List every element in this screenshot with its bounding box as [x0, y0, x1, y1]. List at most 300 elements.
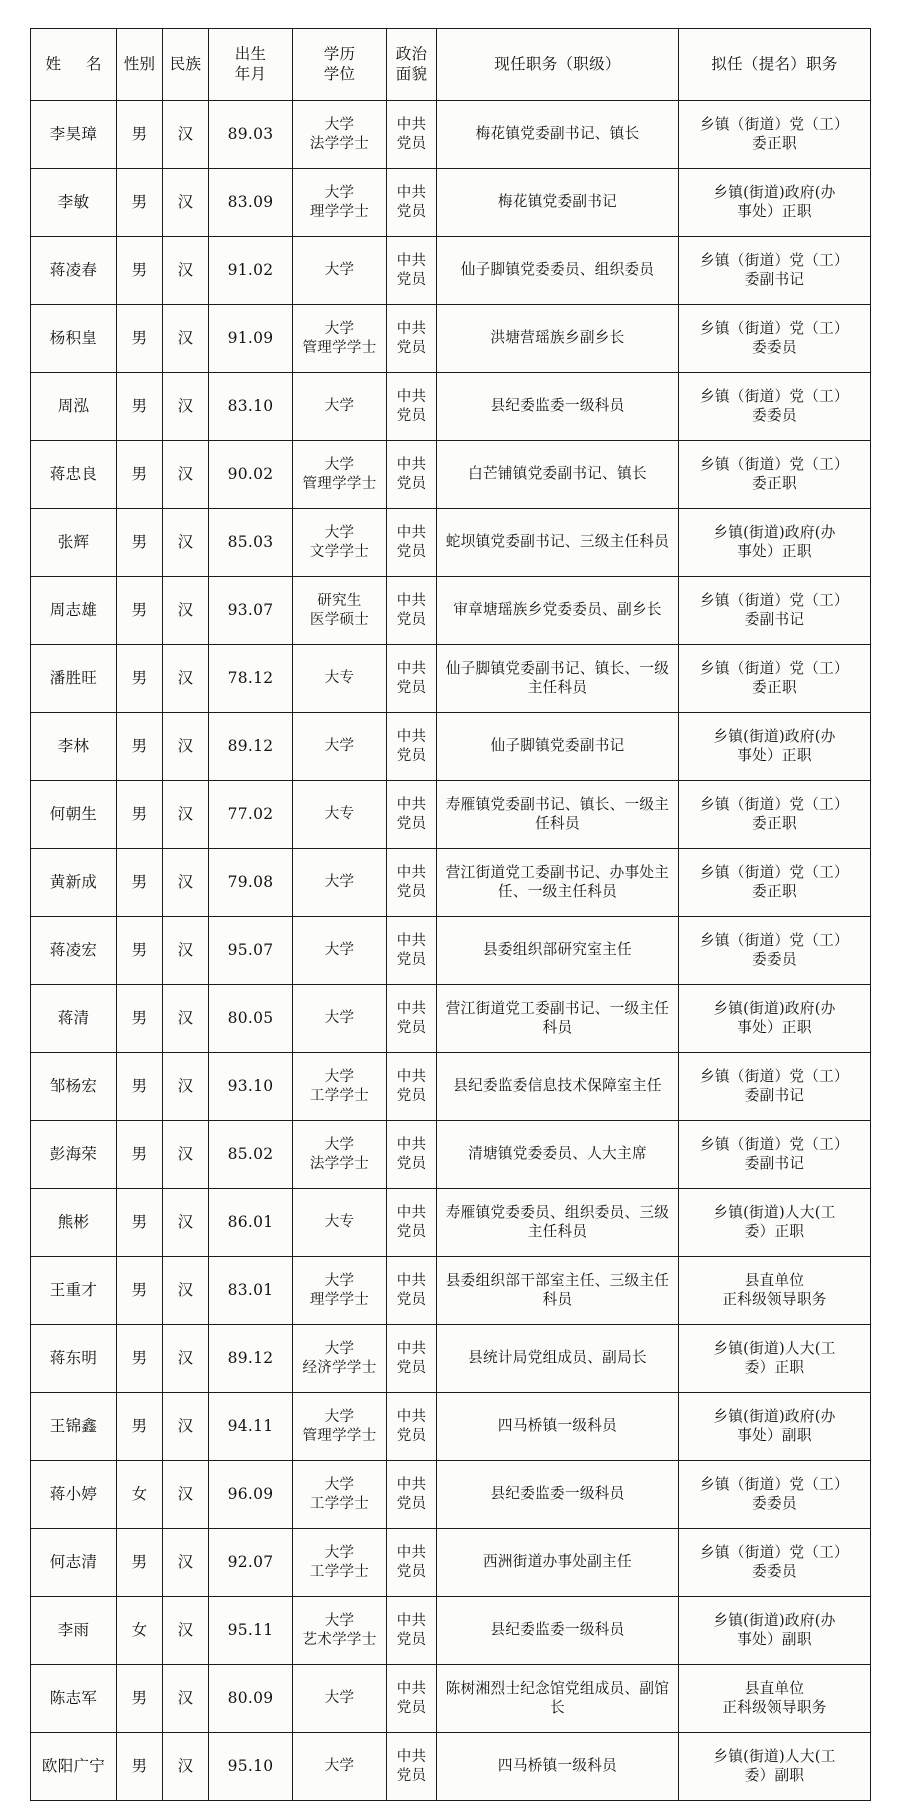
cell-proposed-position-line2: 事处）正职: [737, 746, 812, 764]
cell-education: [293, 1325, 387, 1393]
table-header: [31, 29, 871, 101]
cell-political-status: [387, 577, 437, 645]
cell-ethnicity: 汉: [163, 1529, 209, 1597]
cell-proposed-position-line1: 乡镇（街道）党（工）: [700, 795, 849, 813]
cell-political-status-line2: 党员: [396, 271, 427, 288]
cell-current-position: 梅花镇党委副书记: [437, 169, 679, 237]
cell-ethnicity: 汉: [163, 917, 209, 985]
cell-education: [293, 373, 387, 441]
cell-sex: 男: [117, 373, 163, 441]
table-row: [31, 1733, 871, 1801]
cell-name: 周志雄: [31, 577, 117, 645]
column-header-birth-line2: 年月: [234, 64, 267, 83]
cell-proposed-position-line2: 事处）副职: [737, 1630, 812, 1648]
cell-education-line1: 大学: [324, 116, 355, 133]
cell-ethnicity: 汉: [163, 849, 209, 917]
table-row: [31, 781, 871, 849]
cell-birth-date: 95.07: [209, 917, 293, 985]
cell-current-position: 营江街道党工委副书记、办事处主任、一级主任科员: [437, 849, 679, 917]
column-header-birth-line1: 出生: [234, 44, 267, 63]
cell-political-status: [387, 1665, 437, 1733]
cell-ethnicity: 汉: [163, 713, 209, 781]
cell-political-status: [387, 101, 437, 169]
cell-ethnicity: 汉: [163, 305, 209, 373]
cell-political-status-line2: 党员: [396, 1427, 427, 1444]
cell-education-line1: 大专: [324, 1214, 355, 1231]
cell-name: 潘胜旺: [31, 645, 117, 713]
cell-political-status-line2: 党员: [396, 543, 427, 560]
cell-proposed-position-line1: 乡镇（街道）党（工）: [700, 251, 849, 269]
cell-sex: 男: [117, 849, 163, 917]
cell-name: 蒋忠良: [31, 441, 117, 509]
cell-political-status-line2: 党员: [396, 203, 427, 220]
cell-ethnicity: 汉: [163, 169, 209, 237]
cell-name: 黄新成: [31, 849, 117, 917]
table-row: [31, 169, 871, 237]
cell-education: [293, 1053, 387, 1121]
cell-birth-date: 95.11: [209, 1597, 293, 1665]
cell-birth-date: 94.11: [209, 1393, 293, 1461]
cell-ethnicity: 汉: [163, 373, 209, 441]
cell-current-position: 县统计局党组成员、副局长: [437, 1325, 679, 1393]
cell-proposed-position-line2: 正科级领导职务: [722, 1290, 827, 1308]
cell-proposed-position-line1: 乡镇（街道）党（工）: [700, 863, 849, 881]
cell-current-position: 清塘镇党委委员、人大主席: [437, 1121, 679, 1189]
cell-birth-date: 92.07: [209, 1529, 293, 1597]
cell-education: [293, 1461, 387, 1529]
cell-birth-date: 89.12: [209, 1325, 293, 1393]
cell-ethnicity: 汉: [163, 1325, 209, 1393]
cell-proposed-position-line1: 乡镇（街道）党（工）: [700, 387, 849, 405]
cell-proposed-position: [679, 781, 871, 849]
cell-political-status: [387, 645, 437, 713]
cell-education-line1: 大学: [324, 1612, 355, 1629]
cell-proposed-position-line2: 委正职: [752, 134, 797, 152]
table-row: [31, 1665, 871, 1733]
cell-political-status-line2: 党员: [396, 1563, 427, 1580]
cell-ethnicity: 汉: [163, 101, 209, 169]
cell-education: [293, 713, 387, 781]
column-header-proposed-position-label: 拟任（提名）职务: [711, 54, 838, 73]
table-row: [31, 1121, 871, 1189]
cell-current-position: 县纪委监委一级科员: [437, 1597, 679, 1665]
cell-education-line1: 大学: [324, 262, 355, 279]
cell-political-status: [387, 1597, 437, 1665]
cell-education-line1: 大学: [324, 524, 355, 541]
column-header-sex-label: 性别: [123, 54, 156, 73]
cell-education-line1: 大学: [324, 1136, 355, 1153]
cell-political-status-line1: 中共: [396, 1408, 427, 1425]
cell-sex: 男: [117, 781, 163, 849]
cell-proposed-position-line1: 县直单位: [744, 1679, 805, 1697]
cell-education: [293, 441, 387, 509]
cell-ethnicity: 汉: [163, 781, 209, 849]
cell-proposed-position: [679, 577, 871, 645]
cell-education-line2: 理学学士: [309, 203, 370, 220]
cell-education-line2: 理学学士: [309, 1291, 370, 1308]
cell-sex: 女: [117, 1597, 163, 1665]
cell-education: [293, 305, 387, 373]
cell-education-line1: 大学: [324, 1690, 355, 1707]
cell-education: [293, 849, 387, 917]
table-row: [31, 917, 871, 985]
cell-proposed-position-line1: 乡镇(街道)政府(办: [713, 727, 836, 745]
cell-ethnicity: 汉: [163, 1597, 209, 1665]
cell-political-status-line2: 党员: [396, 951, 427, 968]
cell-education-line1: 大学: [324, 1408, 355, 1425]
cell-political-status-line1: 中共: [396, 1000, 427, 1017]
cell-education-line1: 研究生: [317, 592, 362, 609]
cell-education-line1: 大专: [324, 670, 355, 687]
table-row: [31, 101, 871, 169]
cell-proposed-position-line1: 乡镇(街道)政府(办: [713, 523, 836, 541]
cell-political-status-line1: 中共: [396, 1612, 427, 1629]
cell-political-status: [387, 917, 437, 985]
cell-current-position: 县纪委监委一级科员: [437, 373, 679, 441]
cell-proposed-position-line1: 乡镇（街道）党（工）: [700, 319, 849, 337]
cell-sex: 男: [117, 441, 163, 509]
cell-political-status: [387, 985, 437, 1053]
cell-education: [293, 1733, 387, 1801]
cell-political-status-line2: 党员: [396, 1631, 427, 1648]
cell-current-position: 县纪委监委信息技术保障室主任: [437, 1053, 679, 1121]
cell-proposed-position: [679, 713, 871, 781]
cell-birth-date: 80.09: [209, 1665, 293, 1733]
cell-education-line1: 大专: [324, 806, 355, 823]
cell-proposed-position-line2: 委正职: [752, 882, 797, 900]
cell-political-status-line2: 党员: [396, 475, 427, 492]
cell-education-line2: 艺术学学士: [302, 1631, 377, 1648]
cell-sex: 女: [117, 1461, 163, 1529]
cell-sex: 男: [117, 985, 163, 1053]
cell-sex: 男: [117, 1733, 163, 1801]
table-row: [31, 577, 871, 645]
cell-political-status-line2: 党员: [396, 339, 427, 356]
column-header-ethnicity-label: 民族: [169, 54, 202, 73]
cell-sex: 男: [117, 645, 163, 713]
cell-political-status-line2: 党员: [396, 1087, 427, 1104]
cell-proposed-position-line1: 县直单位: [744, 1271, 805, 1289]
cell-political-status-line1: 中共: [396, 932, 427, 949]
cell-sex: 男: [117, 1325, 163, 1393]
cell-proposed-position: [679, 1189, 871, 1257]
cell-political-status: [387, 1529, 437, 1597]
cell-ethnicity: 汉: [163, 1393, 209, 1461]
cell-proposed-position-line1: 乡镇(街道)人大(工: [713, 1203, 836, 1221]
cell-proposed-position-line1: 乡镇（街道）党（工）: [700, 455, 849, 473]
cell-political-status-line1: 中共: [396, 184, 427, 201]
cell-current-position: 四马桥镇一级科员: [437, 1393, 679, 1461]
cell-birth-date: 93.07: [209, 577, 293, 645]
cell-education-line1: 大学: [324, 184, 355, 201]
cell-proposed-position: [679, 917, 871, 985]
cell-name: 欧阳广宁: [31, 1733, 117, 1801]
table-row: [31, 1325, 871, 1393]
cell-proposed-position-line2: 事处）正职: [737, 1018, 812, 1036]
cell-sex: 男: [117, 237, 163, 305]
cell-proposed-position-line1: 乡镇(街道)政府(办: [713, 1407, 836, 1425]
cell-political-status: [387, 1189, 437, 1257]
cell-political-status-line2: 党员: [396, 1223, 427, 1240]
cell-proposed-position: [679, 645, 871, 713]
cell-education-line2: 管理学学士: [302, 1427, 377, 1444]
cell-political-status-line2: 党员: [396, 1495, 427, 1512]
column-header-name-label: 姓 名: [45, 54, 112, 73]
cell-political-status: [387, 441, 437, 509]
cell-ethnicity: 汉: [163, 645, 209, 713]
cell-current-position: 仙子脚镇党委副书记: [437, 713, 679, 781]
cell-name: 李昊璋: [31, 101, 117, 169]
column-header-current-position-label: 现任职务（职级）: [494, 54, 621, 73]
column-header-education-line1: 学历: [323, 44, 356, 63]
cell-education-line2: 管理学学士: [302, 339, 377, 356]
cell-current-position: 蛇坝镇党委副书记、三级主任科员: [437, 509, 679, 577]
cell-education: [293, 1597, 387, 1665]
column-header-education: [293, 29, 387, 101]
cell-political-status: [387, 169, 437, 237]
cell-education-line2: 工学学士: [309, 1563, 370, 1580]
cell-education: [293, 917, 387, 985]
cell-education-line1: 大学: [324, 1476, 355, 1493]
cell-birth-date: 80.05: [209, 985, 293, 1053]
cell-proposed-position: [679, 1597, 871, 1665]
table-row: [31, 1393, 871, 1461]
cell-political-status-line1: 中共: [396, 388, 427, 405]
cell-ethnicity: 汉: [163, 441, 209, 509]
cell-proposed-position-line1: 乡镇(街道)人大(工: [713, 1339, 836, 1357]
cell-political-status-line2: 党员: [396, 1155, 427, 1172]
cell-ethnicity: 汉: [163, 1189, 209, 1257]
cell-political-status: [387, 509, 437, 577]
cell-birth-date: 85.03: [209, 509, 293, 577]
table-row: [31, 713, 871, 781]
cell-political-status-line2: 党员: [396, 1019, 427, 1036]
cell-education-line1: 大学: [324, 320, 355, 337]
table-row: [31, 1461, 871, 1529]
cell-current-position: 审章塘瑶族乡党委委员、副乡长: [437, 577, 679, 645]
cell-proposed-position: [679, 1121, 871, 1189]
cell-birth-date: 83.01: [209, 1257, 293, 1325]
cell-proposed-position-line2: 委副书记: [744, 1154, 805, 1172]
table-row: [31, 1053, 871, 1121]
cell-political-status-line1: 中共: [396, 864, 427, 881]
cell-sex: 男: [117, 305, 163, 373]
table-row: [31, 645, 871, 713]
cell-proposed-position-line2: 委正职: [752, 474, 797, 492]
table-row: [31, 1189, 871, 1257]
cell-proposed-position-line2: 委）正职: [744, 1222, 805, 1240]
cell-education-line2: 法学学士: [309, 1155, 370, 1172]
cell-political-status: [387, 1121, 437, 1189]
cell-political-status-line1: 中共: [396, 524, 427, 541]
cell-proposed-position: [679, 1257, 871, 1325]
cell-current-position: 县纪委监委一级科员: [437, 1461, 679, 1529]
column-header-proposed-position: [679, 29, 871, 101]
cell-proposed-position-line1: 乡镇(街道)政府(办: [713, 1611, 836, 1629]
header-row: [31, 29, 871, 101]
cell-education-line1: 大学: [324, 456, 355, 473]
cell-proposed-position: [679, 237, 871, 305]
cell-political-status-line2: 党员: [396, 1291, 427, 1308]
cell-ethnicity: 汉: [163, 1053, 209, 1121]
cell-political-status: [387, 849, 437, 917]
cell-education: [293, 1257, 387, 1325]
cell-education-line2: 管理学学士: [302, 475, 377, 492]
cell-education-line2: 工学学士: [309, 1495, 370, 1512]
cell-proposed-position-line2: 委副书记: [744, 610, 805, 628]
cell-ethnicity: 汉: [163, 1257, 209, 1325]
cell-political-status-line1: 中共: [396, 796, 427, 813]
cell-education: [293, 645, 387, 713]
cell-birth-date: 91.02: [209, 237, 293, 305]
cell-education: [293, 169, 387, 237]
cell-name: 何志清: [31, 1529, 117, 1597]
cell-proposed-position-line1: 乡镇（街道）党（工）: [700, 1543, 849, 1561]
cell-political-status: [387, 373, 437, 441]
cell-name: 李敏: [31, 169, 117, 237]
cell-education-line1: 大学: [324, 1010, 355, 1027]
cell-proposed-position-line2: 委正职: [752, 678, 797, 696]
cell-political-status: [387, 1733, 437, 1801]
cell-proposed-position-line2: 委）正职: [744, 1358, 805, 1376]
cell-political-status-line1: 中共: [396, 320, 427, 337]
cell-education-line2: 文学学士: [309, 543, 370, 560]
cell-proposed-position: [679, 1733, 871, 1801]
cell-sex: 男: [117, 1665, 163, 1733]
cell-proposed-position-line2: 委委员: [752, 406, 797, 424]
cell-education-line1: 大学: [324, 1068, 355, 1085]
cell-political-status-line1: 中共: [396, 456, 427, 473]
cell-political-status: [387, 305, 437, 373]
cell-political-status-line2: 党员: [396, 1359, 427, 1376]
cell-proposed-position-line1: 乡镇（街道）党（工）: [700, 1475, 849, 1493]
table-row: [31, 1597, 871, 1665]
cell-current-position: 陈树湘烈士纪念馆党组成员、副馆长: [437, 1665, 679, 1733]
cell-education-line1: 大学: [324, 398, 355, 415]
column-header-political-line1: 政治: [395, 44, 428, 63]
cell-proposed-position-line2: 事处）正职: [737, 542, 812, 560]
cell-sex: 男: [117, 509, 163, 577]
column-header-political-stack: [389, 45, 434, 85]
cell-education-line1: 大学: [324, 1272, 355, 1289]
cell-political-status-line1: 中共: [396, 728, 427, 745]
cell-political-status: [387, 781, 437, 849]
cell-ethnicity: 汉: [163, 1733, 209, 1801]
cell-sex: 男: [117, 577, 163, 645]
cell-proposed-position: [679, 1053, 871, 1121]
cell-proposed-position-line1: 乡镇(街道)政府(办: [713, 183, 836, 201]
cell-education-line1: 大学: [324, 738, 355, 755]
column-header-political-status: [387, 29, 437, 101]
cell-birth-date: 93.10: [209, 1053, 293, 1121]
table-row: [31, 1257, 871, 1325]
cell-birth-date: 90.02: [209, 441, 293, 509]
cell-education-line1: 大学: [324, 874, 355, 891]
cell-birth-date: 89.03: [209, 101, 293, 169]
cell-current-position: 寿雁镇党委委员、组织委员、三级主任科员: [437, 1189, 679, 1257]
column-header-ethnicity: [163, 29, 209, 101]
cell-proposed-position: [679, 101, 871, 169]
cell-political-status-line1: 中共: [396, 660, 427, 677]
table-body: [31, 101, 871, 1801]
cell-proposed-position: [679, 985, 871, 1053]
cell-birth-date: 85.02: [209, 1121, 293, 1189]
cell-name: 何朝生: [31, 781, 117, 849]
cell-name: 周泓: [31, 373, 117, 441]
cell-proposed-position-line2: 委委员: [752, 950, 797, 968]
cell-education: [293, 1529, 387, 1597]
cell-sex: 男: [117, 1393, 163, 1461]
cell-proposed-position: [679, 373, 871, 441]
cell-education-line2: 法学学士: [309, 135, 370, 152]
cell-proposed-position-line1: 乡镇(街道)人大(工: [713, 1747, 836, 1765]
table-row: [31, 1529, 871, 1597]
cell-sex: 男: [117, 1053, 163, 1121]
cell-political-status: [387, 237, 437, 305]
cell-proposed-position-line2: 委委员: [752, 1494, 797, 1512]
cell-education: [293, 237, 387, 305]
cell-political-status: [387, 1325, 437, 1393]
cell-education-line2: 医学硕士: [309, 611, 370, 628]
cell-proposed-position-line1: 乡镇（街道）党（工）: [700, 659, 849, 677]
cell-political-status-line1: 中共: [396, 1068, 427, 1085]
column-header-political-line2: 面貌: [395, 64, 428, 83]
cell-education: [293, 985, 387, 1053]
cell-political-status-line2: 党员: [396, 611, 427, 628]
cell-political-status: [387, 1053, 437, 1121]
cell-proposed-position-line2: 委）副职: [744, 1766, 805, 1784]
table-row: [31, 985, 871, 1053]
cell-current-position: 寿雁镇党委副书记、镇长、一级主任科员: [437, 781, 679, 849]
cell-current-position: 白芒铺镇党委副书记、镇长: [437, 441, 679, 509]
cell-proposed-position-line2: 事处）副职: [737, 1426, 812, 1444]
cell-name: 蒋小婷: [31, 1461, 117, 1529]
cell-name: 彭海荣: [31, 1121, 117, 1189]
table-row: [31, 509, 871, 577]
cell-current-position: 营江街道党工委副书记、一级主任科员: [437, 985, 679, 1053]
cell-current-position: 洪塘营瑶族乡副乡长: [437, 305, 679, 373]
cell-proposed-position-line1: 乡镇（街道）党（工）: [700, 591, 849, 609]
cell-birth-date: 86.01: [209, 1189, 293, 1257]
cell-political-status-line1: 中共: [396, 1136, 427, 1153]
cell-proposed-position-line2: 委正职: [752, 814, 797, 832]
cell-name: 陈志军: [31, 1665, 117, 1733]
cell-sex: 男: [117, 101, 163, 169]
personnel-appointment-table: [30, 28, 871, 1801]
cell-education: [293, 1189, 387, 1257]
cell-name: 邹杨宏: [31, 1053, 117, 1121]
cell-name: 李林: [31, 713, 117, 781]
cell-proposed-position-line2: 正科级领导职务: [722, 1698, 827, 1716]
cell-name: 蒋凌宏: [31, 917, 117, 985]
cell-current-position: 县委组织部干部室主任、三级主任科员: [437, 1257, 679, 1325]
cell-political-status-line1: 中共: [396, 1204, 427, 1221]
column-header-education-line2: 学位: [323, 64, 356, 83]
cell-education: [293, 781, 387, 849]
cell-name: 王锦鑫: [31, 1393, 117, 1461]
cell-political-status-line1: 中共: [396, 252, 427, 269]
table-row: [31, 849, 871, 917]
cell-education-line1: 大学: [324, 1544, 355, 1561]
cell-name: 蒋清: [31, 985, 117, 1053]
cell-political-status-line1: 中共: [396, 116, 427, 133]
cell-proposed-position: [679, 441, 871, 509]
cell-education-line1: 大学: [324, 942, 355, 959]
cell-political-status: [387, 1393, 437, 1461]
cell-sex: 男: [117, 1121, 163, 1189]
cell-name: 蒋东明: [31, 1325, 117, 1393]
cell-sex: 男: [117, 1529, 163, 1597]
